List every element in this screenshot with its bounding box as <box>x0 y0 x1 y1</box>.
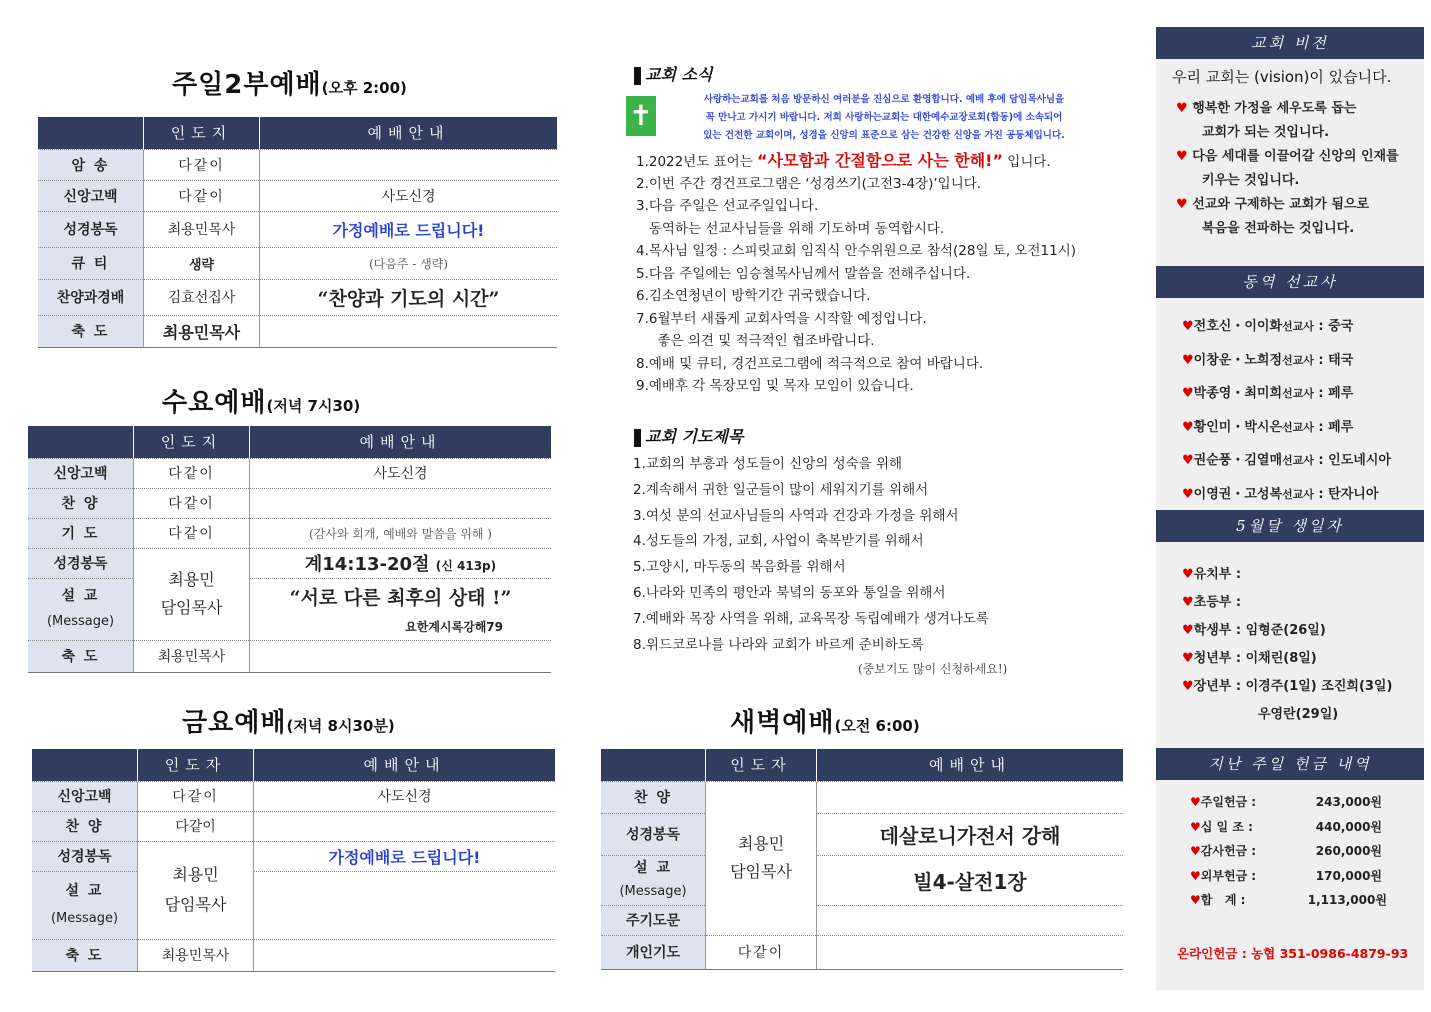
friday-worship-title: 금요예배(저녁 8시30분) <box>182 708 395 738</box>
prayer-item: 5.고양시, 마두동의 복음화를 위해서 <box>633 559 846 576</box>
heart-icon: ♥ <box>1182 486 1194 502</box>
cross-icon: ✝ <box>626 96 656 136</box>
offering-heading: 지난 주일 헌금 내역 <box>1156 748 1424 780</box>
news-item: 5.다음 주일에는 임승철목사님께서 말씀을 전해주십니다. <box>636 265 971 282</box>
missionary-list <box>1182 310 1391 511</box>
sunday-worship-title: 주일2부예배(오후 2:00) <box>172 70 407 100</box>
heart-icon: ♥ <box>1182 352 1194 368</box>
list-item: ♥장년부 : 이경주(1일) 조진희(3일) <box>1182 679 1393 694</box>
list-item: ♥권순풍・김열매선교사 : 인도네시아 <box>1182 453 1391 468</box>
list-item: ♥전호신・이이화선교사 : 중국 <box>1182 319 1354 334</box>
heart-icon: ♥ <box>1190 844 1201 858</box>
vision-heading: 교회 비전 <box>1156 27 1424 59</box>
offering-list <box>1190 790 1387 913</box>
list-item: ♥합 계 : 1,113,000원 <box>1190 893 1387 907</box>
news-item: 8.예배 및 큐티, 경건프로그램에 적극적으로 참여 바랍니다. <box>636 355 984 372</box>
prayer-item: 7.예배와 목장 사역을 위해, 교육목장 독립예배가 생겨나도록 <box>633 610 989 627</box>
leader-title: 담임목사 <box>160 598 223 617</box>
prayer-list <box>633 452 989 658</box>
table-row: 개인기도 다같이 <box>601 935 1123 969</box>
list-item: ♥청년부 : 이채린(8일) <box>1182 651 1317 666</box>
vision-list: ♥ 행복한 가정을 세우도록 돕는 교회가 되는 것입니다. ♥ 다음 세대를 이끌어갈 신앙의 인재를 키우는 것입니다. ♥ 선교와 구제하는 교회가 됨으로 복음을 전파하는 것입니다. <box>1176 101 1399 236</box>
leader-title: 담임목사 <box>164 895 227 914</box>
news-item: 3.다음 주일은 선교주일입니다. <box>636 198 819 214</box>
birthday-list: ♥유치부 : ♥초등부 : ♥학생부 : 임형준(26일) ♥청년부 : 이채린(8일) ♥장년부 : 이경주(1일) 조진희(3일) 우영란(29일) <box>1182 561 1392 729</box>
prayer-item: 4.성도들의 가정, 교회, 사업이 축복받기를 위해서 <box>633 533 924 550</box>
heart-icon: ♥ <box>1182 651 1194 666</box>
list-item: ♥외부헌금 : 170,000원 <box>1190 868 1383 883</box>
heart-icon: ♥ <box>1182 623 1194 638</box>
news-item: 6.김소연청년이 방학기간 귀국했습니다. <box>636 288 871 304</box>
birthdays-heading: 5월달 생일자 <box>1156 510 1424 542</box>
dawn-worship-title: 새벽예배(오전 6:00) <box>730 708 920 738</box>
list-item: ♥이영권・고성복선교사 : 탄자니아 <box>1182 486 1379 502</box>
heart-icon: ♥ <box>1176 197 1188 212</box>
sunday-worship-table: 인도지 예배안내 암 송 다같이 신앙고백 다같이 사도신경 성경봉독 최용민목사 가정예배로 드립니다! 큐 티 생략 (다음주 - 생략) 찬양과경배 김효선집사 “찬양과 기도의 시간” 축 도 최용민목사 <box>38 117 557 348</box>
news-item: 9.예배후 각 목장모임 및 목자 모임이 있습니다. <box>636 378 914 394</box>
wednesday-worship-title: 수요예배(저녁 7시30) <box>162 388 361 418</box>
list-item: ♥이창운・노희정선교사 : 태국 <box>1182 352 1354 368</box>
table-row: 찬양과경배 김효선집사 “찬양과 기도의 시간” <box>38 279 557 315</box>
leader-title: 담임목사 <box>730 862 792 881</box>
table-row: 암 송 다같이 <box>38 149 557 180</box>
table-row: 찬 양 다같이 <box>28 488 551 518</box>
heart-icon: ♥ <box>1176 149 1188 164</box>
friday-worship-table: 인도자 예배안내 신앙고백 다같이 사도신경 찬 양 다같이 성경봉독 최용민 담임목사 가정예배로 드립니다! 설 교 (Message) 축 도 최용민목사 <box>32 749 555 972</box>
news-item: 2.이번 주간 경건프로그램은 ‘성경쓰기(고전3-4장)’입니다. <box>636 175 982 192</box>
table-row: 찬 양 최용민 담임목사 <box>601 781 1123 813</box>
leader-name: 최용민 <box>172 865 219 884</box>
table-row: 신앙고백 다같이 사도신경 <box>38 180 557 211</box>
table-row: 성경봉독 최용민 담임목사 가정예배로 드립니다! <box>32 841 555 871</box>
dawn-worship-table: 인도자 예배안내 찬 양 최용민 담임목사 성경봉독 데살로니가전서 강해 설 교 (Message) 빌4-살전1장 주기도문 개인기도 다같이 <box>601 749 1123 970</box>
heart-icon: ♥ <box>1182 453 1194 468</box>
list-item: ♥박종영・최미희선교사 : 페루 <box>1182 386 1354 401</box>
heart-icon: ♥ <box>1182 595 1194 610</box>
list-item: ♥주일헌금 : 243,000원 <box>1190 795 1383 809</box>
news-item: 4.목사님 일정 : 스피릿교회 임직식 안수위원으로 참석(28일 토, 오전11시) <box>636 243 1077 259</box>
prayer-item: 1.교회의 부흥과 성도들이 신앙의 성숙을 위해 <box>633 456 903 472</box>
news-item: 1.2022년도 표어는 “사모함과 간절함으로 사는 한해!” 입니다. <box>636 151 1051 170</box>
prayer-item: 2.계속해서 귀한 일군들이 많이 세워지기를 위해서 <box>633 481 929 498</box>
table-row: 축 도 최용민목사 <box>38 315 557 347</box>
heart-icon: ♥ <box>1190 868 1201 883</box>
heart-icon: ♥ <box>1190 893 1201 907</box>
table-row: 성경봉독 최용민 담임목사 계14:13-20절 (신 413p) <box>28 548 551 578</box>
missionaries-heading: 동역 선교사 <box>1156 266 1424 298</box>
leader-name: 최용민 <box>737 834 785 853</box>
news-item: 동역하는 선교사님들을 위해 기도하며 동역합시다. <box>636 220 945 237</box>
list-item: ♥감사헌금 : 260,000원 <box>1190 844 1383 858</box>
table-row: 성경봉독 최용민목사 가정예배로 드립니다! <box>38 211 557 247</box>
church-news-list <box>636 150 1076 398</box>
table-row: 성경봉독 데살로니가전서 강해 <box>601 813 1123 855</box>
table-row: 설 교 (Message) 빌4-살전1장 <box>601 855 1123 905</box>
table-row: 찬 양 다같이 <box>32 811 555 841</box>
heart-icon: ♥ <box>1182 567 1194 582</box>
table-row: 축 도 최용민목사 <box>32 939 555 971</box>
prayer-note: (중보기도 많이 신청하세요!) <box>858 662 1008 676</box>
list-item: ♥십 일 조 : 440,000원 <box>1190 819 1383 834</box>
heart-icon: ♥ <box>1182 319 1194 334</box>
news-item: 좋은 의견 및 적극적인 협조바랍니다. <box>636 333 875 349</box>
heart-icon: ♥ <box>1176 101 1188 116</box>
prayer-heading: 교회 기도제목 <box>634 424 743 447</box>
heart-icon: ♥ <box>1190 819 1201 834</box>
leader-name: 최용민 <box>168 570 215 589</box>
table-row: 주기도문 <box>601 905 1123 935</box>
table-row: 설 교 (Message) <box>32 871 555 939</box>
table-row: 신앙고백 다같이 사도신경 <box>32 781 555 811</box>
news-item: 7.6월부터 새롭게 교회사역을 시작할 예정입니다. <box>636 310 927 327</box>
wednesday-worship-table: 인도지 예배안내 신앙고백 다같이 사도신경 찬 양 다같이 기 도 다같이 (감사와 회개, 예배와 말씀을 위해 ) 성경봉독 최용민 담임목사 계14:13-20절 (신 413p) 설 교 (Message) “서로 다른 최후의 상태 !” 요한계시록강해79 축 도 최용민목사 <box>28 426 551 673</box>
heart-icon: ♥ <box>1190 795 1201 809</box>
table-row: 신앙고백 다같이 사도신경 <box>28 458 551 488</box>
table-row: 축 도 최용민목사 <box>28 640 551 672</box>
welcome-message: 사랑하는교회를 처음 방문하신 여러분을 진심으로 환영합니다. 예배 후에 담임목사님을 꼭 만나고 가시기 바랍니다. 저희 사랑하는교회는 대한예수교장로회(합동)에 소속되어 있는 건전한 교회이며, 성경을 신앙의 표준으로 삼는 건강한 신앙을 가진 공동체입니다. <box>703 94 1065 141</box>
prayer-item: 6.나라와 민족의 평안과 북녘의 동포와 통일을 위해서 <box>633 584 946 601</box>
list-item: ♥유치부 : <box>1182 567 1242 582</box>
vision-intro: 우리 교회는 (vision)이 있습니다. <box>1172 68 1392 86</box>
list-item: ♥초등부 : <box>1182 595 1242 610</box>
table-row: 큐 티 생략 (다음주 - 생략) <box>38 247 557 279</box>
prayer-item: 3.여섯 분의 선교사님들의 사역과 건강과 가정을 위해서 <box>633 507 959 524</box>
table-row: 기 도 다같이 (감사와 회개, 예배와 말씀을 위해 ) <box>28 518 551 548</box>
church-news-heading: 교회 소식 <box>634 62 712 85</box>
list-item: ♥학생부 : 임형준(26일) <box>1182 623 1326 638</box>
list-item: ♥황인미・박시은선교사 : 페루 <box>1182 419 1354 435</box>
table-row: 설 교 (Message) “서로 다른 최후의 상태 !” 요한계시록강해79 <box>28 578 551 640</box>
heart-icon: ♥ <box>1182 679 1194 694</box>
heart-icon: ♥ <box>1182 386 1194 401</box>
heart-icon: ♥ <box>1182 419 1194 435</box>
online-offering-account: 온라인헌금 : 농협 351-0986-4879-93 <box>1177 946 1409 961</box>
prayer-item: 8.위드코로나를 나라와 교회가 바르게 준비하도록 <box>633 636 924 653</box>
